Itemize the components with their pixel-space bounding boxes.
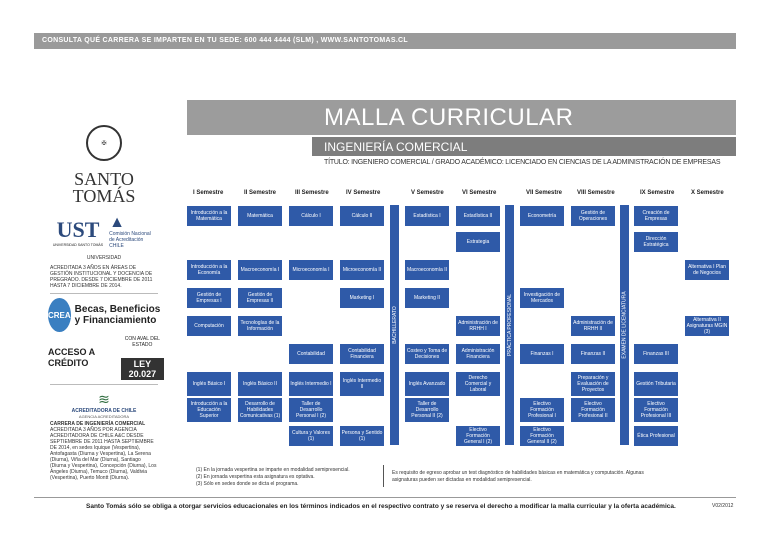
course-box: Inglés Avanzado [405,372,449,396]
course-box: Inglés Intermedio II [340,372,384,396]
course-box: Electivo Formación Profesional II [571,398,615,422]
course-box: Tecnologías de la Información [238,316,282,336]
semester-header: IX Semestre [640,190,675,196]
semester-header: VII Semestre [526,190,563,196]
course-box: Electivo Formación General I (2) [456,426,500,446]
notes-left [196,467,350,488]
semester-header: IV Semestre [346,190,381,196]
semester-header: VIII Semestre [577,190,615,196]
course-box: Inglés Básico I [187,372,231,396]
semester-header: III Semestre [295,190,329,196]
crea-logo: CREA [48,298,71,332]
course-box: Alternativa II Asignaturas MGIN (3) [686,317,728,335]
becas-block [44,298,164,332]
top-info-bar: CONSULTA QUÉ CARRERA SE IMPARTEN EN TU SEDE: 600 444 4444 (SLM) , WWW.SANTOTOMAS.CL [34,33,736,49]
course-box: Costeo y Toma de Decisiones [405,344,449,364]
stage-label [390,205,399,445]
stage-label [505,205,514,445]
course-box: Derecho Comercial y Laboral [456,372,500,396]
semester-header: VI Semestre [462,190,497,196]
course-box: Preparación y Evaluación de Proyectos [571,372,615,396]
course-box: Finanzas III [634,344,678,364]
course-box: Cálculo II [340,206,384,226]
course-box: Gestión de Empresas II [238,288,282,308]
course-box: Gestión de Empresas I [187,288,231,308]
note-1: (1) En la jornada vespertina se imparte en modalidad semipresencial. [196,467,350,473]
course-box: Computación [187,316,231,336]
course-box: Macroeconomía I [238,260,282,280]
course-box: Taller de Desarrollo Personal II (2) [405,398,449,422]
semester-header: I Semestre [193,190,224,196]
acreditadora-logo-icon: ≋ [98,391,110,407]
course-box: Alternativa I Plan de Negocios [685,260,729,280]
left-panel [44,125,164,481]
course-box: Dirección Estratégica [634,232,678,252]
stage-label [620,205,629,445]
course-box: Introducción a la Educación Superior [187,398,231,422]
course-box: Desarrollo de Habilidades Comunicativas (1) [238,398,282,422]
course-box: Electivo Formación Profesional I [520,398,564,422]
course-box: Estadística II [456,206,500,226]
semester-header: X Semestre [691,190,724,196]
notes-divider [383,465,384,487]
footer-divider [34,497,736,498]
course-box: Introducción a la Economía [187,260,231,280]
version-label: V02/2012 [712,503,734,509]
course-box: Administración de RRHH II [571,316,615,336]
notes-right: Es requisito de egreso aprobar un test diagnóstico de habilidades básicas en matemática y computación. Algunas asignaturas pueden ser dictadas en modalidad semipresencial. [392,470,644,483]
page-subtitle: INGENIERÍA COMERCIAL [324,140,468,154]
course-box: Finanzas I [520,344,564,364]
course-box: Administración de RRHH I [456,316,500,336]
semester-header: V Semestre [411,190,444,196]
divider [50,293,158,294]
divider [50,384,158,385]
course-box: Gestión Tributaria [634,372,678,396]
course-box: Ética Profesional [634,426,678,446]
course-box: Electivo Formación General II (2) [520,426,564,446]
course-box: Electivo Formación Profesional III [634,398,678,422]
course-box: Estrategia [456,232,500,252]
degree-line: TÍTULO: INGENIERO COMERCIAL / GRADO ACADÉMICO: LICENCIADO EN CIENCIAS DE LA ADMINISTRACIÓN DE EMPRESAS [324,159,721,166]
course-box: Inglés Básico II [238,372,282,396]
course-box: Matemática [238,206,282,226]
stage-label-text: BACHILLERATO [391,306,398,344]
course-box: Marketing II [405,288,449,308]
course-box: Administración Financiera [456,344,500,364]
course-box: Microeconomía II [340,260,384,280]
career-accreditation-text: CARRERA DE INGENIERÍA COMERCIAL ACREDITADA 3 AÑOS POR AGENCIA ACREDITADORA DE CHILE A&C DESDE SEPTIEMBRE DE 2011 HASTA SEPTIEMBRE DE 2014, en sedes Iquique (Vespertina), Antofagasta (Diurna y Vespertina), La Serena (Diurna), Viña del Mar (Diurna), Santiago (Diurna y Vespertina), Concepción (Diurna), Los Ángeles (Diurna), Temuco (Diurna), Valdivia (Vespertina), Puerto Montt (Diurna). [50,421,157,481]
ley-badge: LEY 20.027 [121,358,164,380]
course-box: Finanzas II [571,344,615,364]
course-box: Microeconomía I [289,260,333,280]
santo-tomas-logo: SANTO TOMÁS [72,169,136,206]
footer-disclaimer: Santo Tomás sólo se obliga a otorgar servicios educacionales en los términos indicados en el respectivo contrato y se reserva el derecho a modificar la malla curricular y la oferta académica. [86,503,676,510]
stage-label-text: PRÁCTICA PROFESIONAL [506,294,513,356]
page-title: MALLA CURRICULAR [324,104,574,131]
course-box: Taller de Desarrollo Personal I (2) [289,398,333,422]
cna-triangle-icon: ▲ [109,214,125,231]
acreditadora-subtitle: AGENCIA ACREDITADORA [78,414,130,419]
course-box: Econometría [520,206,564,226]
course-box: Investigación de Mercados [520,288,564,308]
course-box: Cultura y Valores (1) [289,426,333,446]
course-box: Macroeconomía II [405,260,449,280]
becas-title: Becas, Beneficios y Financiamiento [74,304,161,326]
ust-logo: UST UNIVERSIDAD SANTO TOMÁS [52,217,104,247]
course-box: Creación de Empresas [634,206,678,226]
course-box: Persona y Sentido (1) [340,426,384,446]
stage-label-text: EXAMEN DE LICENCIATURA [621,291,628,359]
note-2: (2) En jornada vespertina esta asignatura es optativa. [196,474,315,480]
acceso-credito-block: ACCESO A CRÉDITO CON AVAL DEL ESTADO LEY 20.027 [44,336,164,380]
course-box: Cálculo I [289,206,333,226]
university-crest-icon: ✠ [86,125,122,161]
note-3: (3) Sólo en sedes donde se dicta el programa. [196,481,299,487]
course-box: Contabilidad [289,344,333,364]
course-box: Introducción a la Matemática [187,206,231,226]
acreditadora-title: ACREDITADORA DE CHILE [71,408,137,414]
course-box: Gestión de Operaciones [571,206,615,226]
semester-header: II Semestre [244,190,277,196]
course-box: Estadística I [405,206,449,226]
institutional-accreditation-text: ACREDITADA 3 AÑOS EN ÁREAS DE GESTIÓN INSTITUCIONAL Y DOCENCIA DE PREGRADO. DESDE 7 DICIEMBRE DE 2011 HASTA 7 DICIEMBRE DE 2014. [50,265,153,289]
ust-cna-row [44,215,164,249]
course-box: Contabilidad Financiera [340,344,384,364]
universidad-label: UNIVERSIDAD [86,255,122,261]
course-box: Marketing I [340,288,384,308]
cna-logo: ▲ Comisión Nacional de Acreditación CHILE [109,215,155,249]
course-box: Inglés Intermedio I [289,372,333,396]
